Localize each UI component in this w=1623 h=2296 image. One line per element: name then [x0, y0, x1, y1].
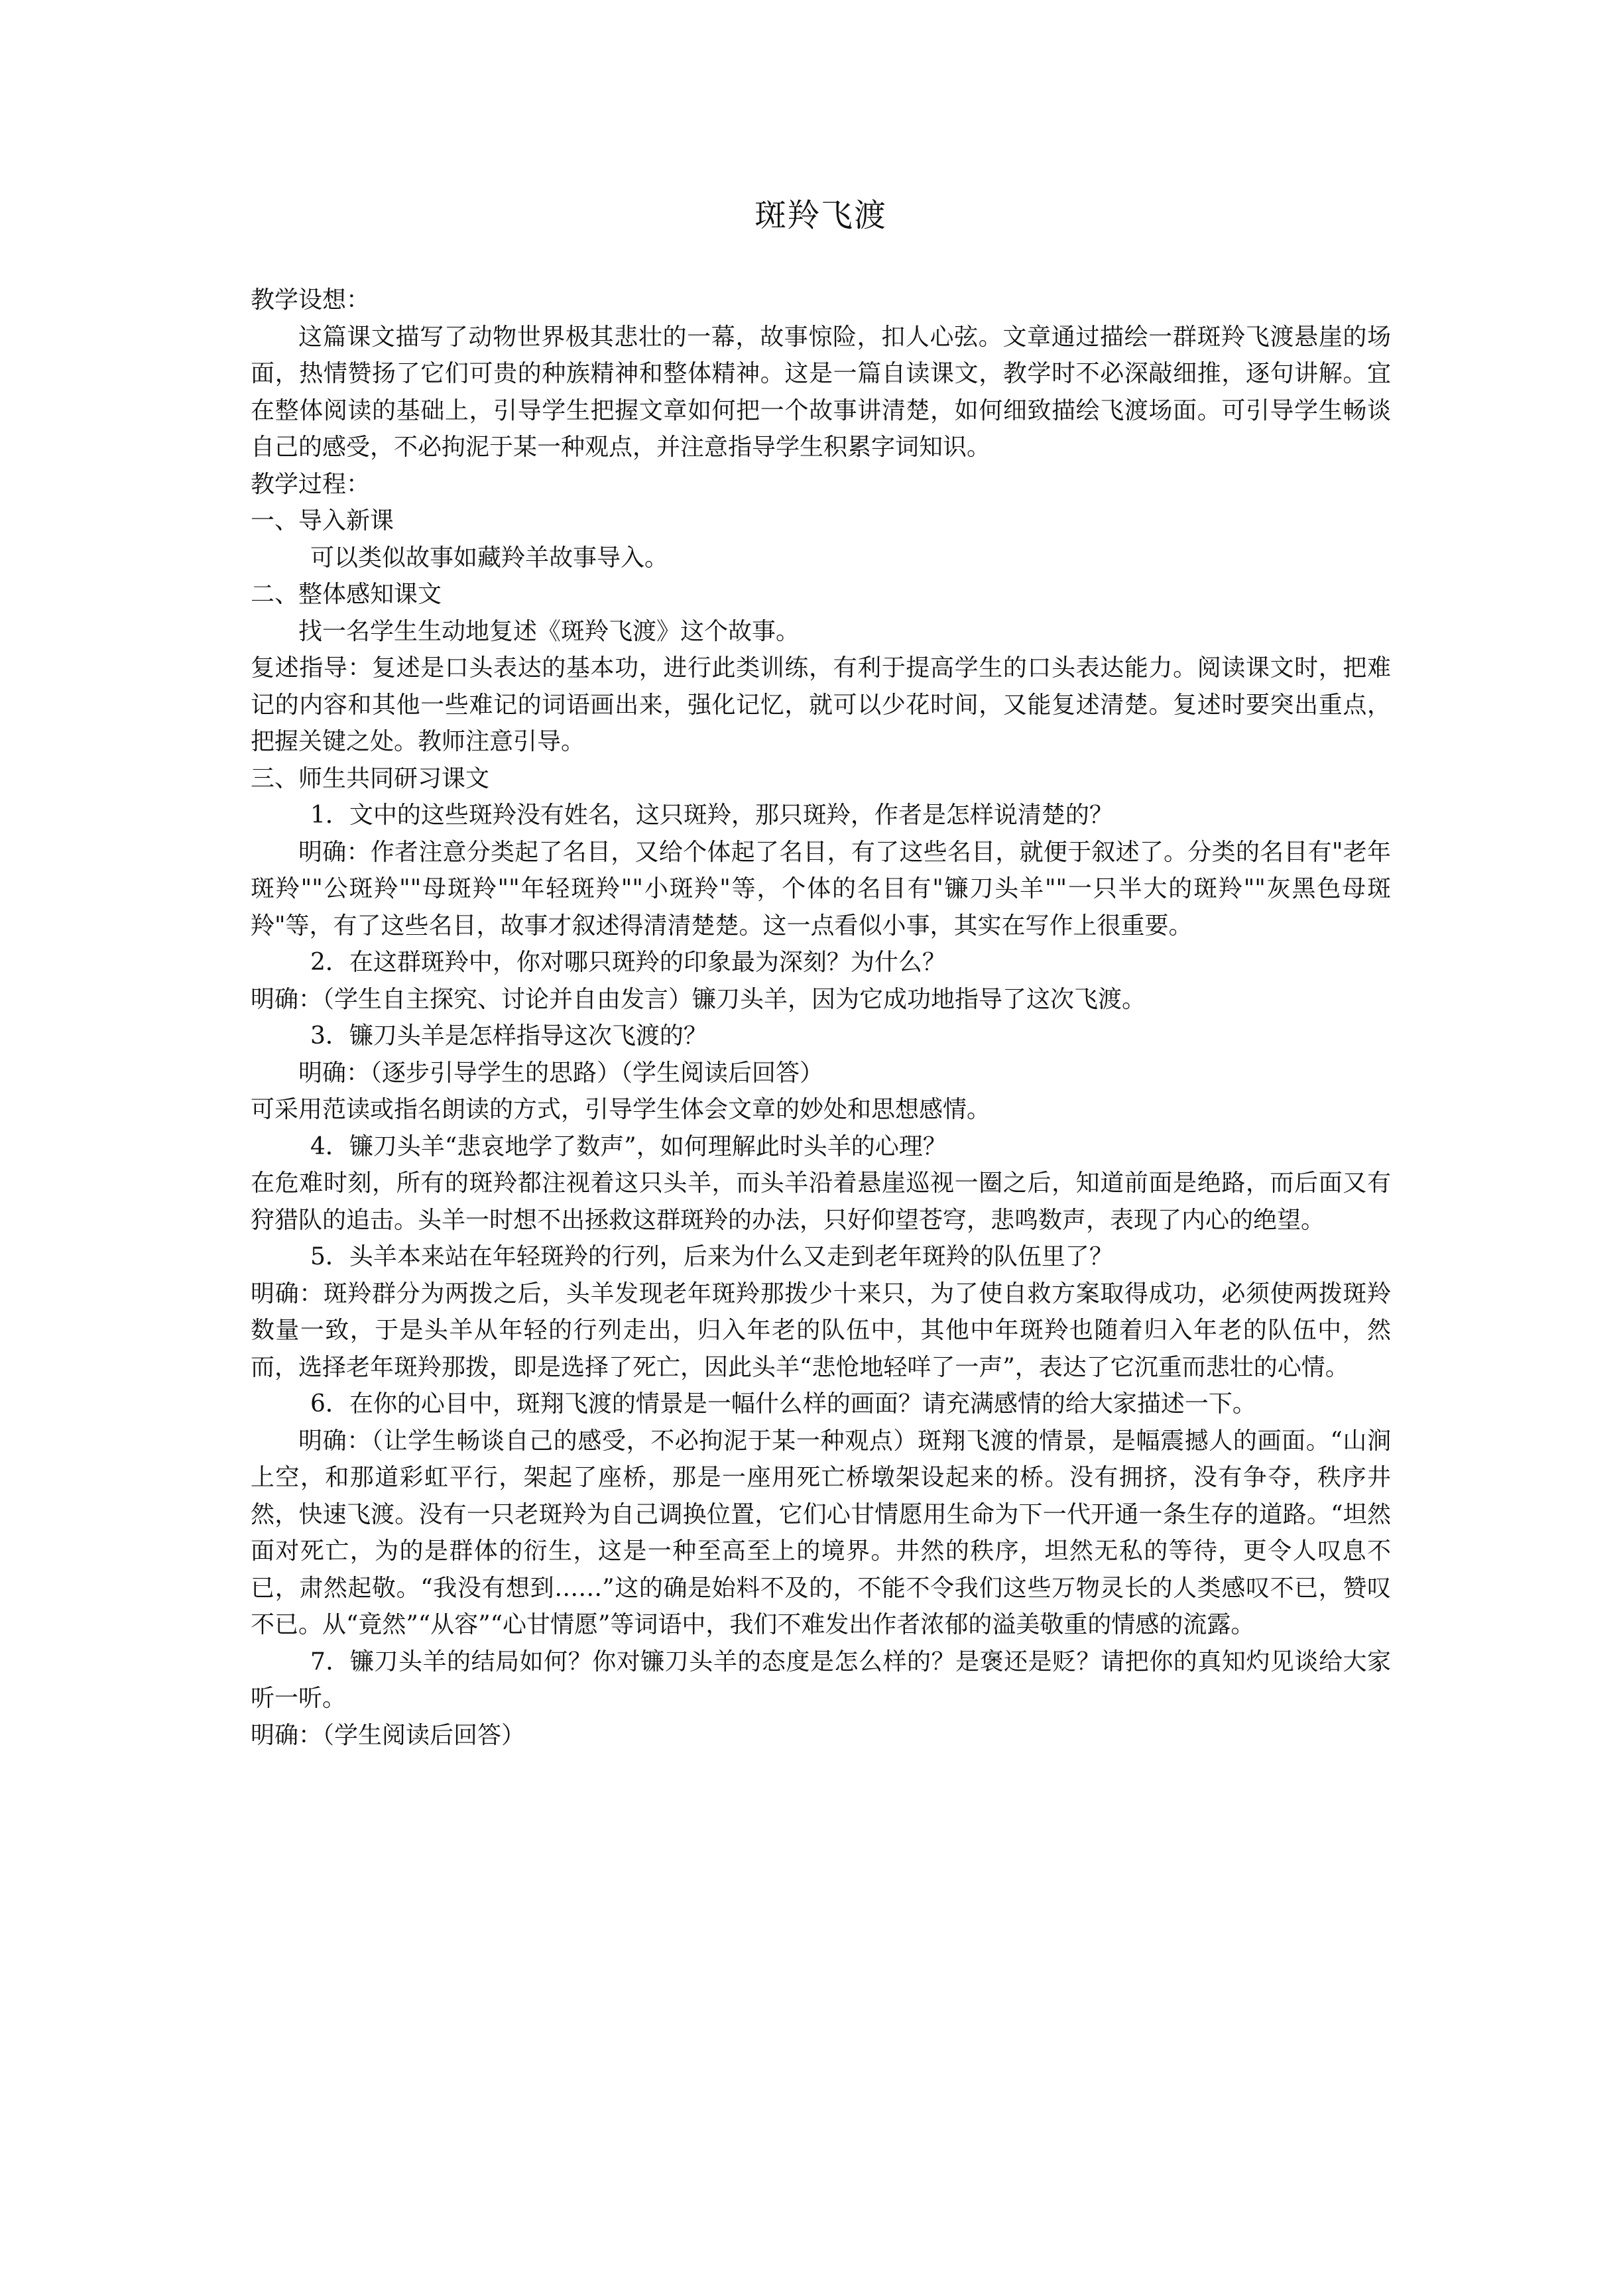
paragraph-step-1: 可以类似故事如藏羚羊故事导入。	[310, 544, 669, 572]
question-4: 4．镰刀头羊“悲哀地学了数声”，如何理解此时头羊的心理？	[310, 1132, 947, 1160]
paragraph-reading-method: 可采用范读或指名朗读的方式，引导学生体会文章的妙处和思想感情。	[251, 1096, 991, 1123]
document-body	[251, 282, 1391, 1754]
paragraph-teaching-idea: 这篇课文描写了动物世界极其悲壮的一幕，故事惊险，扣人心弦。文章通过描绘一群斑羚飞渡悬崖的场面，热情赞扬了它们可贵的种族精神和整体精神。这是一篇自读课文，教学时不必深敲细推，逐句讲解。宜在整体阅读的基础上，引导学生把握文章如何把一个故事讲清楚，如何细致描绘飞渡场面。可引导学生畅谈自己的感受，不必拘泥于某一种观点，并注意指导学生积累字词知识。	[251, 323, 1391, 461]
section-label-teaching-idea: 教学设想：	[251, 286, 371, 314]
question-6: 6．在你的心目中，斑翔飞渡的情景是一幅什么样的画面？请充满感情的给大家描述一下。	[310, 1390, 1256, 1418]
paragraph-step-2: 找一名学生生动地复述《斑羚飞渡》这个故事。	[298, 617, 800, 645]
question-7: 7．镰刀头羊的结局如何？你对镰刀头羊的态度是怎么样的？是褒还是贬？请把你的真知灼见谈给大家听一听。	[251, 1648, 1391, 1712]
question-3: 3．镰刀头羊是怎样指导这次飞渡的？	[310, 1022, 707, 1050]
answer-6: 明确：（让学生畅谈自己的感受，不必拘泥于某一种观点）斑翔飞渡的情景，是幅震撼人的画面。“山涧上空，和那道彩虹平行，架起了座桥，那是一座用死亡桥墩架设起来的桥。没有拥挤，没有争夺，秩序井然，快速飞渡。没有一只老斑羚为自己调换位置，它们心甘情愿用生命为下一代开通一条生存的道路。“坦然面对死亡，为的是群体的衍生，这是一种至高至上的境界。井然的秩序，坦然无私的等待，更令人叹息不已，肃然起敬。“我没有想到……”这的确是始料不及的，不能不令我们这些万物灵长的人类感叹不已，赞叹不已。从“竟然”“从容”“心甘情愿”等词语中，我们不难发出作者浓郁的溢美敬重的情感的流露。	[251, 1427, 1391, 1638]
answer-2: 明确：（学生自主探究、讨论并自由发言）镰刀头羊，因为它成功地指导了这次飞渡。	[251, 985, 1146, 1013]
answer-7: 明确：（学生阅读后回答）	[251, 1721, 526, 1749]
section-label-teaching-process: 教学过程：	[251, 470, 371, 498]
answer-5: 明确：斑羚群分为两拨之后，头羊发现老年斑羚那拨少十来只，为了使自救方案取得成功，必须使两拨斑羚数量一致，于是头羊从年轻的行列走出，归入年老的队伍中，其他中年斑羚也随着归入年老的队伍中，然而，选择老年斑羚那拨，即是选择了死亡，因此头羊“悲怆地轻咩了一声”，表达了它沉重而悲壮的心情。	[251, 1280, 1391, 1381]
question-2: 2．在这群斑羚中，你对哪只斑羚的印象最为深刻？为什么？	[310, 949, 946, 976]
question-5: 5．头羊本来站在年轻斑羚的行列，后来为什么又走到老年斑羚的队伍里了？	[310, 1243, 1113, 1270]
document-page	[251, 0, 1391, 2296]
question-1: 1．文中的这些斑羚没有姓名，这只斑羚，那只斑羚，作者是怎样说清楚的？	[310, 802, 1113, 829]
answer-3: 明确：（逐步引导学生的思路）（学生阅读后回答）	[298, 1059, 824, 1087]
heading-step-3: 三、师生共同研习课文	[251, 764, 490, 792]
paragraph-retell-guidance: 复述指导：复述是口头表达的基本功，进行此类训练，有利于提高学生的口头表达能力。阅读课文时，把难记的内容和其他一些难记的词语画出来，强化记忆，就可以少花时间，又能复述清楚。复述时要突出重点，把握关键之处。教师注意引导。	[251, 654, 1391, 755]
answer-1: 明确：作者注意分类起了名目，又给个体起了名目，有了这些名目，就便于叙述了。分类的名目有"老年斑羚""公斑羚""母斑羚""年轻斑羚""小斑羚"等，个体的名目有"镰刀头羊""一只半大的斑羚""灰黑色母斑羚"等，有了这些名目，故事才叙述得清清楚楚。这一点看似小事，其实在写作上很重要。	[251, 838, 1391, 939]
document-title: 斑羚飞渡	[754, 197, 887, 234]
answer-4: 在危难时刻，所有的斑羚都注视着这只头羊，而头羊沿着悬崖巡视一圈之后，知道前面是绝路，而后面又有狩猎队的追击。头羊一时想不出拯救这群斑羚的办法，只好仰望苍穹，悲鸣数声，表现了内心的绝望。	[251, 1170, 1391, 1234]
heading-step-1: 一、导入新课	[251, 507, 394, 534]
heading-step-2: 二、整体感知课文	[251, 581, 442, 608]
